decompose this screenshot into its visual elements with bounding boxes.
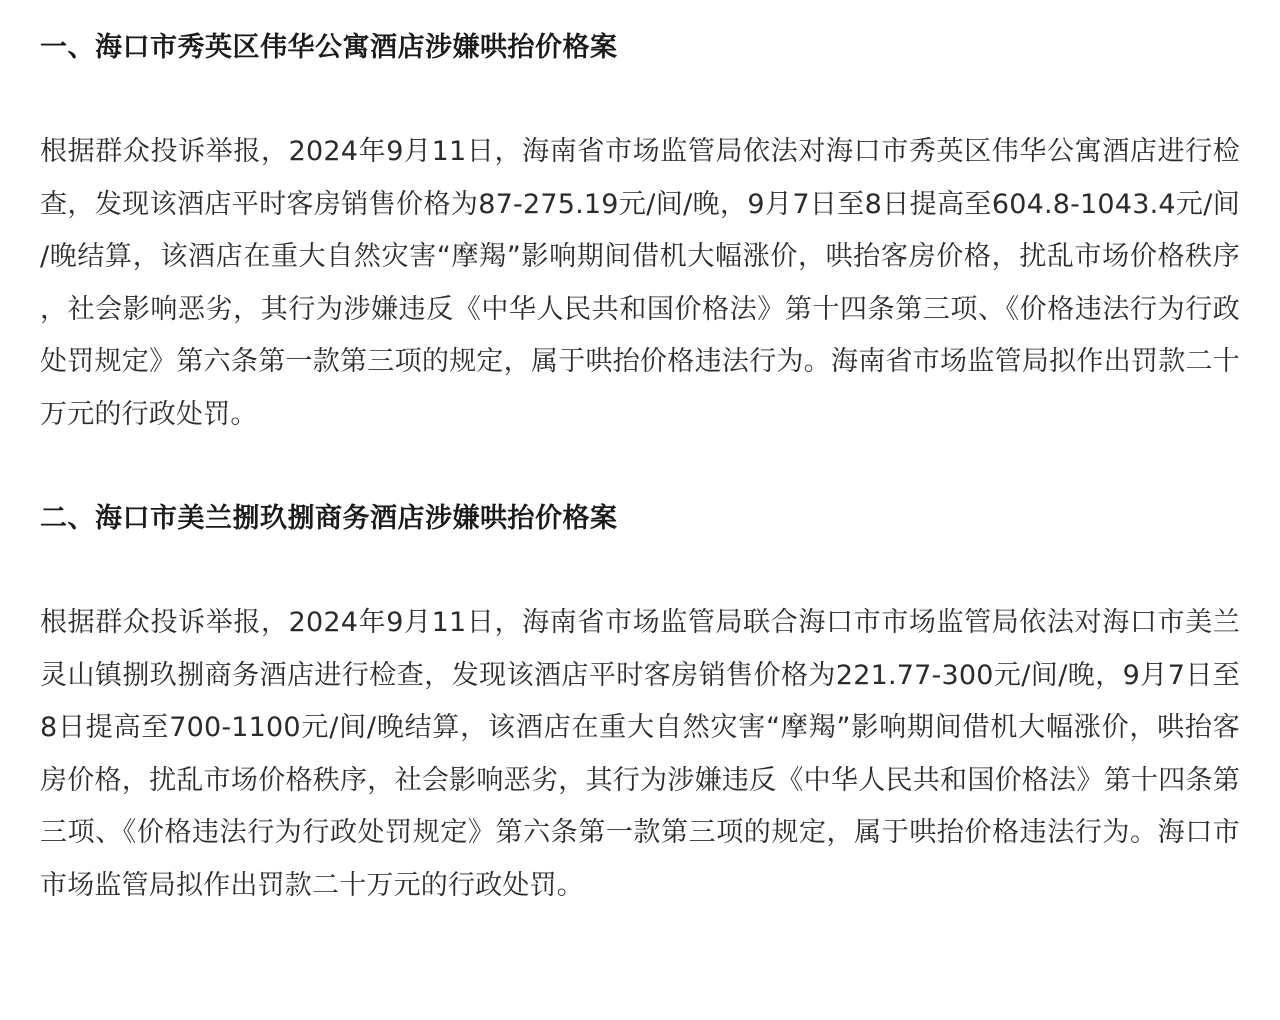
case-section-2: [40, 497, 1240, 912]
case-body-1: 根据群众投诉举报，2024年9月11日，海南省市场监管局依法对海口市秀英区伟华公寓酒店进行检查，发现该酒店平时客房销售价格为87-275.19元/间/晚，9月7日至8日提高至604.8-1043.4元/间/晚结算，该酒店在重大自然灾害“摩羯”影响期间借机大幅涨价，哄抬客房价格，扰乱市场价格秩序，社会影响恶劣，其行为涉嫌违反《中华人民共和国价格法》第十四条第三项、《价格违法行为行政处罚规定》第六条第一款第三项的规定，属于哄抬价格违法行为。海南省市场监管局拟作出罚款二十万元的行政处罚。: [40, 136, 1240, 430]
case-title-2: 二、海口市美兰捌玖捌商务酒店涉嫌哄抬价格案: [40, 503, 618, 534]
case-body-2: 根据群众投诉举报，2024年9月11日，海南省市场监管局联合海口市市场监管局依法对海口市美兰灵山镇捌玖捌商务酒店进行检查，发现该酒店平时客房销售价格为221.77-300元/间/晚，9月7日至8日提高至700-1100元/间/晚结算，该酒店在重大自然灾害“摩羯”影响期间借机大幅涨价，哄抬客房价格，扰乱市场价格秩序，社会影响恶劣，其行为涉嫌违反《中华人民共和国价格法》第十四条第三项、《价格违法行为行政处罚规定》第六条第一款第三项的规定，属于哄抬价格违法行为。海口市市场监管局拟作出罚款二十万元的行政处罚。: [40, 607, 1240, 901]
case-section-1: [40, 26, 1240, 441]
case-title-1: 一、海口市秀英区伟华公寓酒店涉嫌哄抬价格案: [40, 32, 618, 63]
